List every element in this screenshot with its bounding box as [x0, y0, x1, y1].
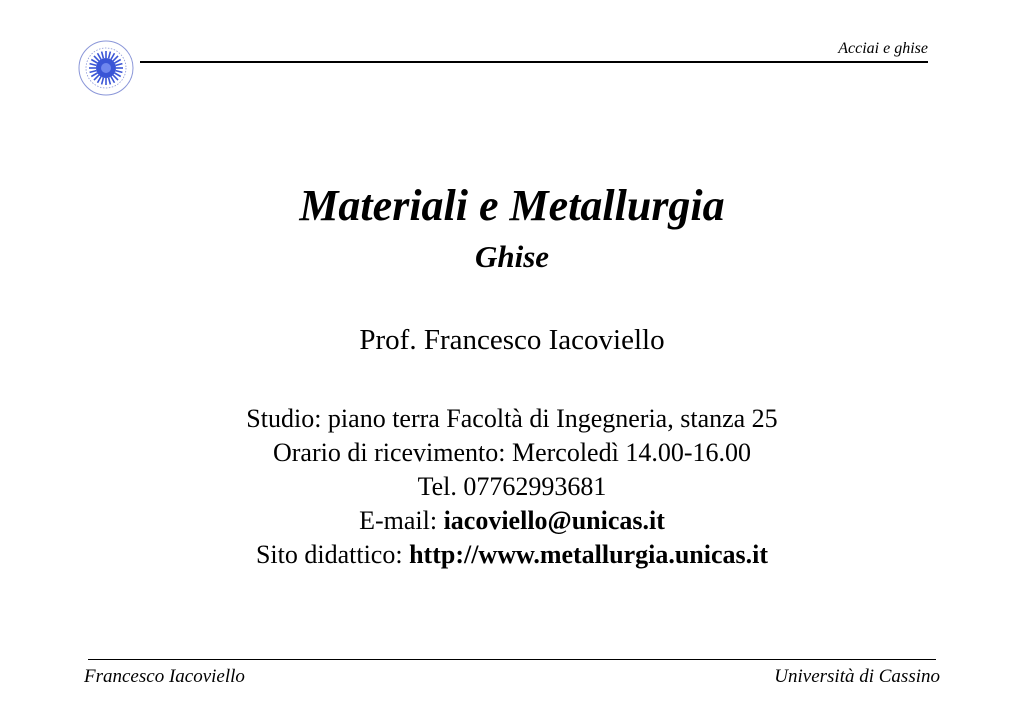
footer-author: Francesco Iacoviello	[84, 666, 245, 687]
studio-line: Studio: piano terra Facoltà di Ingegneria, stanza 25	[246, 404, 778, 433]
header-title: Acciai e ghise	[838, 40, 928, 57]
university-seal-icon	[78, 40, 134, 96]
header-divider	[140, 61, 928, 63]
email-label: E-mail:	[359, 506, 444, 535]
website-link[interactable]: http://www.metallurgia.unicas.it	[409, 540, 769, 569]
contact-info	[0, 402, 1024, 572]
professor-name: Prof. Francesco Iacoviello	[359, 324, 665, 356]
email-line	[0, 504, 1024, 538]
website-label: Sito didattico:	[255, 540, 410, 569]
email-link[interactable]: iacoviello@unicas.it	[443, 506, 665, 535]
slide-title: Materiali e Metallurgia	[299, 181, 725, 230]
footer-divider	[88, 659, 936, 660]
footer-university: Università di Cassino	[774, 666, 940, 687]
website-line	[0, 538, 1024, 572]
slide-subtitle: Ghise	[474, 239, 550, 274]
office-hours-line: Orario di ricevimento: Mercoledì 14.00-16.00	[273, 438, 751, 467]
phone-line: Tel. 07762993681	[417, 472, 607, 501]
